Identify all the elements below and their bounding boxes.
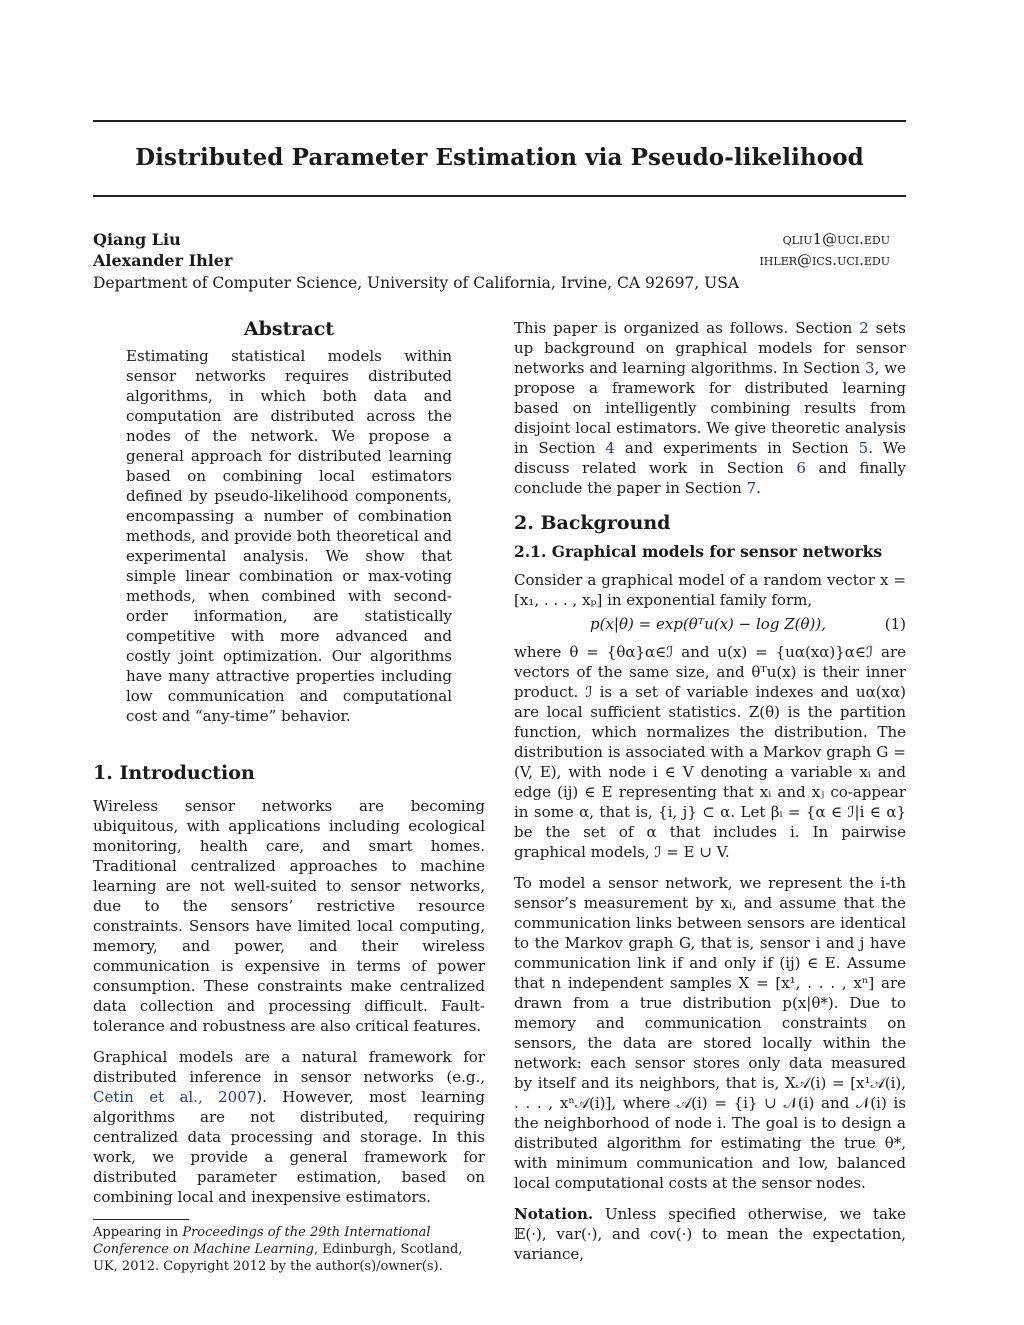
footnote-venue: Proceedings of the 29th International Conference on Machine Learning (93, 1225, 431, 1257)
intro-p2-text-b: ). However, most learning algorithms are not distributed, requiring centralized data processing and storage. In this work, we provide a general framework for distributed parameter estimation, based on combining local and inexpensive estimators. (93, 1088, 485, 1206)
equation-1-body: p(x|θ) = exp(θᵀu(x) − log Z(θ)), (590, 615, 826, 633)
section-link-4[interactable]: 4 (605, 439, 615, 457)
org-text-4: and experiments in Section (614, 439, 859, 457)
author-email-1[interactable]: qliu1@uci.edu (782, 230, 890, 248)
citation-link[interactable]: Cetin et al., 2007 (93, 1088, 257, 1106)
section-link-7[interactable]: 7 (746, 479, 757, 497)
org-text-6: and finally conclude the paper in Section (514, 459, 906, 497)
section-link-3[interactable]: 3 (865, 359, 875, 377)
section-link-6[interactable]: 6 (796, 459, 806, 477)
intro-p2-text-a: Graphical models are a natural framework for distributed inference in sensor networks (e.g., (93, 1048, 485, 1086)
author-name-2: Alexander Ihler (93, 251, 233, 270)
footnote-rule (93, 1219, 189, 1220)
footnote (93, 1224, 485, 1275)
intro-heading: 1. Introduction (93, 762, 255, 784)
equation-1-number: (1) (884, 615, 906, 633)
notation-label: Notation. (514, 1205, 594, 1223)
equation-1 (514, 614, 906, 634)
author-block (93, 229, 890, 271)
background-paragraph-1: Consider a graphical model of a random vector x = [x₁, . . . , xₚ] in exponential family form, (514, 571, 906, 609)
footnote-text-b: , Edinburgh, Scotland, UK, 2012. Copyright 2012 by the author(s)/owner(s). (93, 1242, 463, 1274)
background-heading: 2. Background (514, 512, 671, 534)
paper-title: Distributed Parameter Estimation via Pseudo-likelihood (135, 144, 864, 171)
intro-paragraph-2 (93, 1047, 485, 1207)
section-link-2[interactable]: 2 (859, 319, 869, 337)
right-column (514, 318, 906, 1275)
abstract-heading: Abstract (243, 318, 335, 340)
org-text-7: . (756, 479, 761, 497)
organization-paragraph (514, 318, 906, 498)
top-rule (93, 120, 906, 122)
org-text-2: sets up background on graphical models for sensor networks and learning algorithms. In Section (514, 319, 906, 377)
title-bottom-rule (93, 195, 906, 197)
left-column (93, 318, 485, 1275)
notation-text: Unless specified otherwise, we take 𝔼(·), var(·), and cov(·) to mean the expectation, variance, (514, 1205, 906, 1263)
author-row-1 (93, 229, 890, 250)
graphical-models-subheading: 2.1. Graphical models for sensor networks (514, 542, 883, 561)
footnote-text-a: Appearing in (93, 1225, 183, 1240)
org-text-5: . We discuss related work in Section (514, 439, 906, 477)
org-text-1: This paper is organized as follows. Section (514, 319, 860, 337)
affiliation: Department of Computer Science, University of California, Irvine, CA 92697, USA (93, 274, 740, 292)
abstract-body: Estimating statistical models within sensor networks requires distributed algorithms, in which both data and computation are distributed across the nodes of the network. We propose a general approach for distributed learning based on combining local estimators defined by pseudo-likelihood components, encompassing a number of combination methods, and provide both theoretical and experimental analysis. We show that simple linear combination or max-voting methods, when combined with second-order information, are statistically competitive with more advanced and costly joint optimization. Our algorithms have many attractive properties including low communication and computational cost and “any-time” behavior. (126, 347, 452, 725)
section-link-5[interactable]: 5 (858, 439, 869, 457)
background-paragraph-3: To model a sensor network, we represent the i-th sensor’s measurement by xᵢ, and assume that the communication links between sensors are identical to the Markov graph G, that is, sensor i and j have communication link if and only if (ij) ∈ E. Assume that n independent samples X = [x¹, . . . , xⁿ] are drawn from a true distribution p(x|θ*). Due to memory and communication constraints on sensors, the data are stored locally within the network: each sensor stores only data measured by itself and its neighbors, that is, X𝒜(i) = [x¹𝒜(i), . . . , xⁿ𝒜(i)], where 𝒜(i) = {i} ∪ 𝒩(i) and 𝒩(i) is the neighborhood of node i. The goal is to design a distributed algorithm for estimating the true θ*, with minimum communication and low, balanced local computational costs at the sensor nodes. (514, 874, 906, 1192)
notation-paragraph (514, 1204, 906, 1264)
background-paragraph-2: where θ = {θα}α∈ℐ and u(x) = {uα(xα)}α∈ℐ are vectors of the same size, and θᵀu(x) is their inner product. ℐ is a set of variable indexes and uα(xα) are local sufficient statistics. Z(θ) is the partition function, which normalizes the distribution. The distribution is associated with a Markov graph G = (V, E), with node i ∈ V denoting a variable xᵢ and edge (ij) ∈ E representing that xᵢ and xⱼ co-appear in some α, that is, {i, j} ⊂ α. Let βᵢ = {α ∈ ℐ|i ∈ α} be the set of α that includes i. In pairwise graphical models, ℐ = E ∪ V. (514, 643, 906, 861)
org-text-3: , we propose a framework for distributed learning based on intelligently combining results from disjoint local estimators. We give theoretic analysis in Section (514, 359, 906, 457)
author-row-2 (93, 250, 890, 271)
author-email-2[interactable]: ihler@ics.uci.edu (759, 251, 890, 269)
author-name-1: Qiang Liu (93, 230, 181, 249)
intro-paragraph-1: Wireless sensor networks are becoming ubiquitous, with applications including ecological monitoring, health care, and smart homes. Traditional centralized approaches to machine learning are not well-suited to sensor networks, due to the sensors’ restrictive resource constraints. Sensors have limited local computing, memory, and power, and their wireless communication is expensive in terms of power consumption. These constraints make centralized data collection and processing difficult. Fault-tolerance and robustness are also critical features. (93, 797, 485, 1035)
